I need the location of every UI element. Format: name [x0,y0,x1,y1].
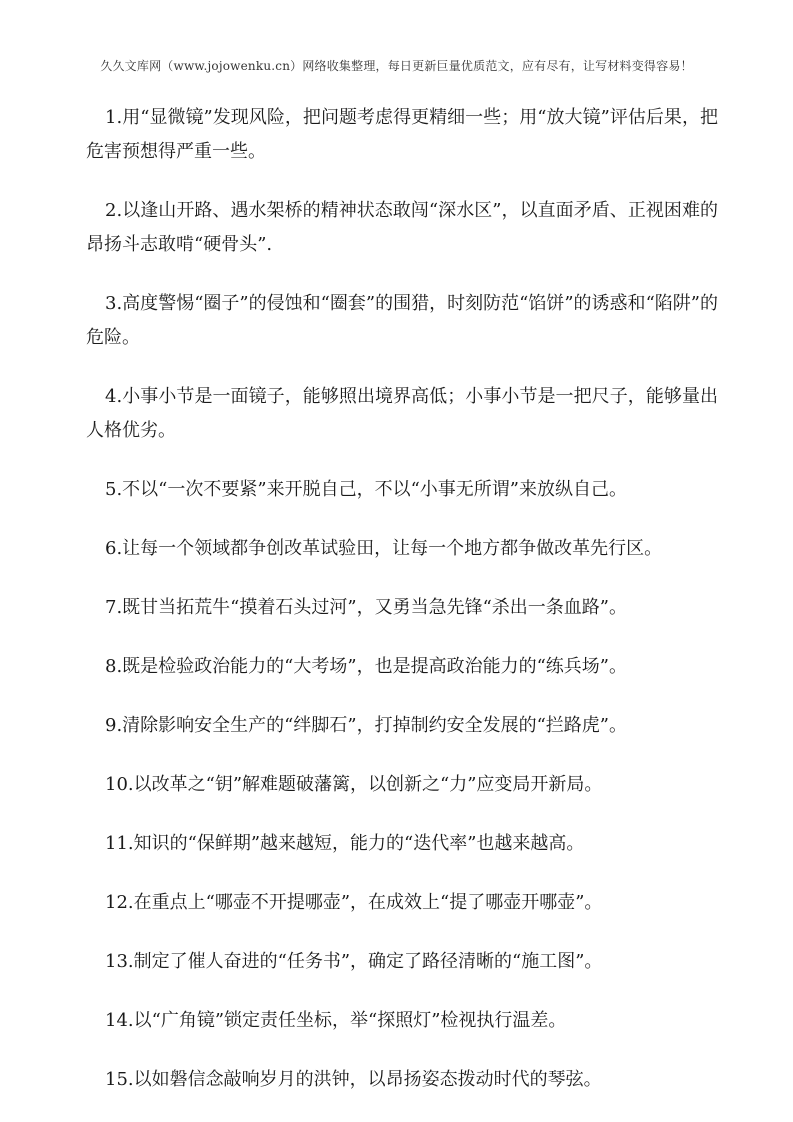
list-item: 4.小事小节是一面镜子，能够照出境界高低；小事小节是一把尺子，能够量出人格优劣。 [86,386,718,441]
list-item: 11.知识的“保鲜期”越来越短，能力的“迭代率”也越来越高。 [105,833,585,854]
list-item: 15.以如磐信念敲响岁月的洪钟，以昂扬姿态拨动时代的琴弦。 [105,1069,602,1090]
list-item: 8.既是检验政治能力的“大考场”，也是提高政治能力的“练兵场”。 [105,656,627,677]
page-header: 久久文库网（www.jojowenku.cn）网络收集整理，每日更新巨量优质范文，应有尽有，让写材料变得容易！ [100,59,693,73]
list-item: 13.制定了催人奋进的“任务书”，确定了路径清晰的“施工图”。 [105,951,603,972]
list-item: 9.清除影响安全生产的“绊脚石”，打掉制约安全发展的“拦路虎”。 [105,715,627,736]
list-item: 5.不以“一次不要紧”来开脱自己，不以“小事无所谓”来放纵自己。 [105,479,627,500]
list-item: 12.在重点上“哪壶不开提哪壶”，在成效上“提了哪壶开哪壶”。 [105,892,603,913]
list-item: 10.以改革之“钥”解难题破藩篱，以创新之“力”应变局开新局。 [105,774,603,795]
list-item: 6.让每一个领域都争创改革试验田，让每一个地方都争做改革先行区。 [105,538,663,559]
list-item: 1.用“显微镜”发现风险，把问题考虑得更精细一些；用“放大镜”评估后果，把危害预想得严重一些。 [86,107,718,162]
list-item: 2.以逢山开路、遇水架桥的精神状态敢闯“深水区”，以直面矛盾、正视困难的昂扬斗志敢啃“硬骨头”. [86,200,718,255]
list-item: 7.既甘当拓荒牛“摸着石头过河”，又勇当急先锋“杀出一条血路”。 [105,597,627,618]
list-item: 14.以“广角镜”锁定责任坐标，举“探照灯”检视执行温差。 [105,1010,567,1031]
list-item: 3.高度警惕“圈子”的侵蚀和“圈套”的围猎，时刻防范“馅饼”的诱惑和“陷阱”的危险。 [86,293,718,348]
document-body [86,101,718,1122]
